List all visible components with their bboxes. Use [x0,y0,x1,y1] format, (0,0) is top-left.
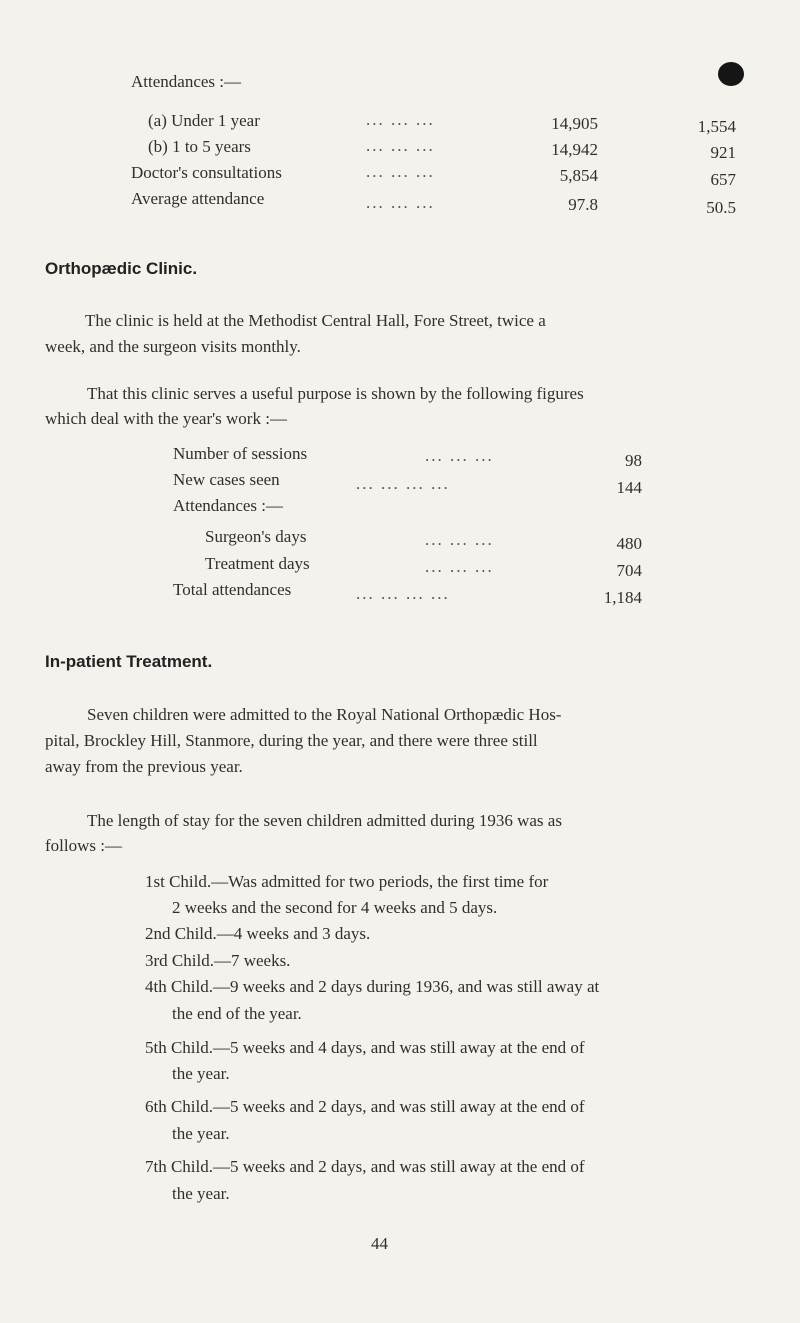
child-entry-line: 6th Child.—5 weeks and 2 days, and was still away at the end of [145,1097,585,1116]
paragraph-line: week, and the surgeon visits monthly. [45,337,301,356]
dot-leader: ... ... ... [366,193,435,212]
table-cell: 50.5 [706,198,736,217]
table-cell: 14,942 [551,140,598,159]
child-entry-line: 1st Child.—Was admitted for two periods, the first time for [145,872,549,891]
dot-leader: ... ... ... [366,136,435,155]
paragraph-line: Seven children were admitted to the Royal National Orthopædic Hos- [87,705,562,724]
paragraph-line: The length of stay for the seven children admitted during 1936 was as [87,811,562,830]
table-row-label: (b) 1 to 5 years [148,137,251,156]
child-entry-line: the end of the year. [172,1004,302,1023]
child-entry-line: the year. [172,1184,230,1203]
attendances-heading: Attendances :— [131,72,241,91]
child-entry-line: 4th Child.—9 weeks and 2 days during 1936, and was still away at [145,977,600,996]
paragraph-line: The clinic is held at the Methodist Central Hall, Fore Street, twice a [85,311,546,330]
dot-leader: ... ... ... [366,110,435,129]
table-cell: 921 [710,143,736,162]
page-number: 44 [371,1234,388,1253]
dot-leader: ... ... ... [425,530,494,549]
table-cell: 1,554 [697,117,736,136]
stat-label: Treatment days [205,554,310,573]
stat-value: 144 [616,478,642,497]
child-entry-line: 3rd Child.—7 weeks. [145,951,291,970]
paragraph-line: follows :— [45,836,122,855]
child-entry-line: 5th Child.—5 weeks and 4 days, and was still away at the end of [145,1038,585,1057]
table-row-label: Doctor's consultations [131,163,282,182]
dot-leader: ... ... ... [366,162,435,181]
child-entry-line: the year. [172,1064,230,1083]
stat-value: 1,184 [603,588,642,607]
dot-leader: ... ... ... [425,446,494,465]
table-row-label: Average attendance [131,189,265,208]
stat-label: New cases seen [173,470,280,489]
table-cell: 5,854 [559,166,598,185]
child-entry-line: 7th Child.—5 weeks and 2 days, and was still away at the end of [145,1157,585,1176]
child-entry-line: 2nd Child.—4 weeks and 3 days. [145,924,371,943]
dot-leader: ... ... ... [425,557,494,576]
stat-value: 704 [616,561,642,580]
ink-blot [718,62,744,86]
dot-leader: ... ... ... ... [356,474,450,493]
child-entry-line: 2 weeks and the second for 4 weeks and 5 days. [172,898,498,917]
stat-label: Attendances :— [173,496,283,515]
section-heading: In-patient Treatment. [45,652,213,671]
dot-leader: ... ... ... ... [356,584,450,603]
child-entry-line: the year. [172,1124,230,1143]
section-heading: Orthopædic Clinic. [45,259,198,278]
stat-label: Total attendances [173,580,292,599]
paragraph-line: away from the previous year. [45,757,243,776]
stat-label: Number of sessions [173,444,308,463]
paragraph-line: That this clinic serves a useful purpose is shown by the following figures [87,384,584,403]
paragraph-line: pital, Brockley Hill, Stanmore, during the year, and there were three still [45,731,538,750]
table-cell: 14,905 [551,114,598,133]
paragraph-line: which deal with the year's work :— [45,409,287,428]
stat-value: 98 [625,451,642,470]
stat-value: 480 [616,534,642,553]
table-cell: 657 [710,170,736,189]
table-row-label: (a) Under 1 year [148,111,260,130]
table-cell: 97.8 [568,195,598,214]
stat-label: Surgeon's days [205,527,307,546]
